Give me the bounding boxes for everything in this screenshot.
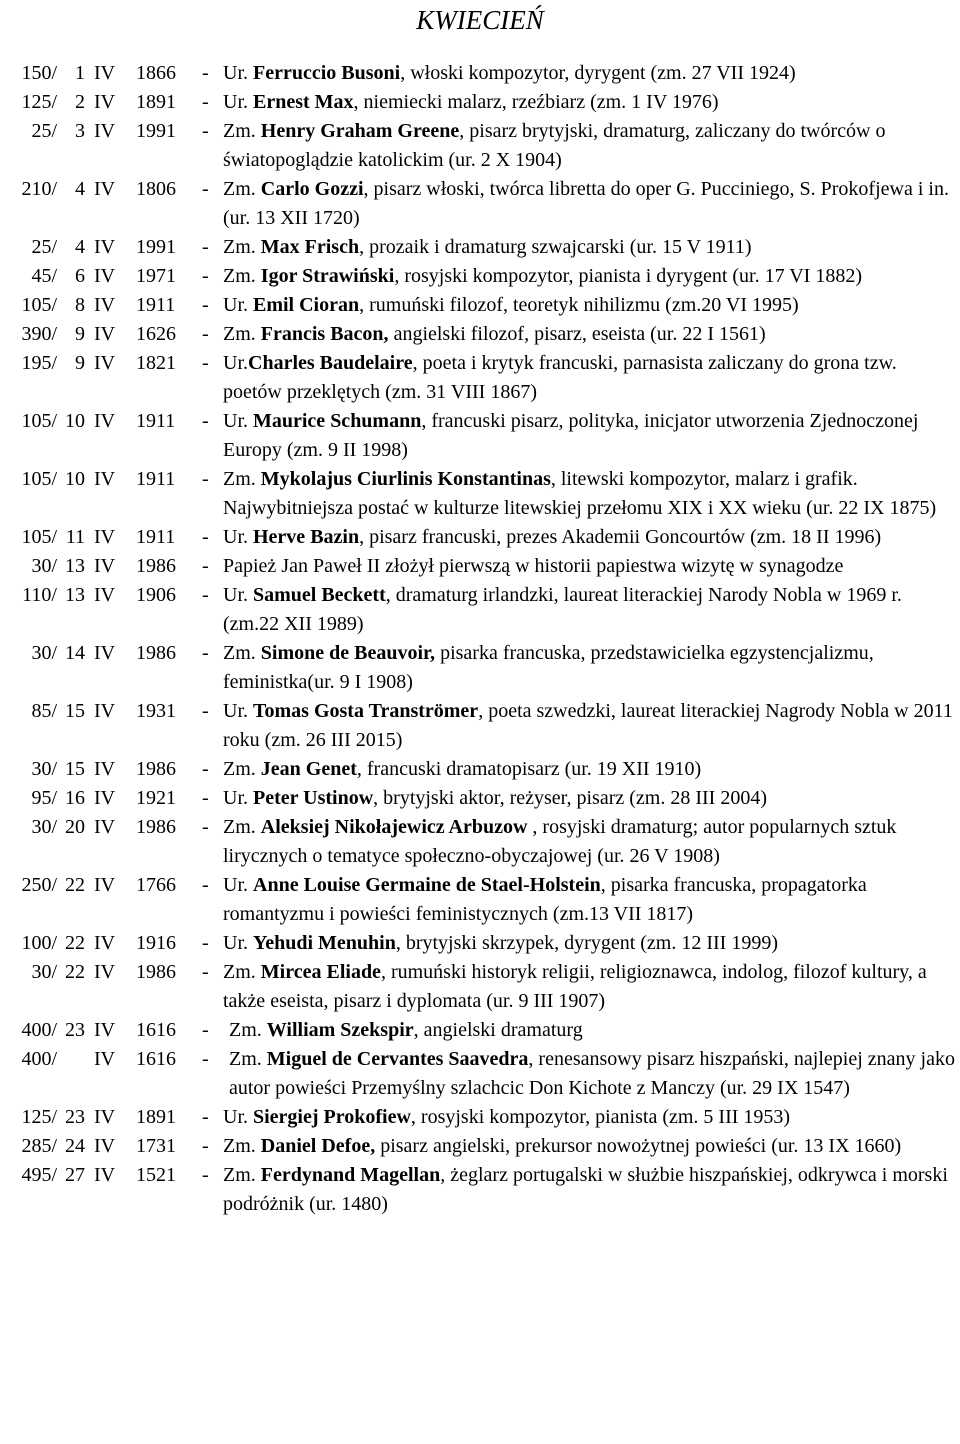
entry-day: 15 <box>65 700 85 722</box>
entry-day: 6 <box>75 265 85 287</box>
entry-person-name: Tomas Gosta Tranströmer <box>253 700 479 722</box>
entry-description: , renesansowy pisarz hiszpański, najlepiej znany jako autor powieści Przemyślny szlachcic Don Kichote z Manczy (ur. 29 IX 1547) <box>229 1048 955 1099</box>
entry-month: IV <box>94 410 116 432</box>
entry-dash: - <box>202 932 209 954</box>
list-item <box>0 349 960 407</box>
entry-prefix: Ur. <box>223 874 253 896</box>
entry-month: IV <box>94 758 116 780</box>
entry-prefix: Ur. <box>223 584 253 606</box>
entry-dash: - <box>202 323 209 345</box>
list-item <box>0 262 960 291</box>
entry-day: 23 <box>65 1019 85 1041</box>
entry-month: IV <box>94 961 116 983</box>
entry-year: 1986 <box>136 642 176 664</box>
entry-day: 2 <box>75 91 85 113</box>
entry-anniversary: 105/ <box>21 294 57 316</box>
entry-prefix: Zm. <box>223 1135 261 1157</box>
list-item <box>0 175 960 233</box>
entry-year: 1626 <box>136 323 176 345</box>
list-item <box>0 523 960 552</box>
entry-person-name: Miguel de Cervantes Saavedra <box>266 1048 529 1070</box>
entry-year: 1986 <box>136 961 176 983</box>
entry-day: 22 <box>65 874 85 896</box>
entry-day: 11 <box>65 526 85 548</box>
entry-person-name: Ernest Max <box>253 91 354 113</box>
entry-person-name: Carlo Gozzi <box>260 178 364 200</box>
list-item <box>0 552 960 581</box>
entry-year: 1986 <box>136 758 176 780</box>
entry-text <box>223 639 956 697</box>
entry-description: , rosyjski dramaturg; autor popularnych sztuk lirycznych o tematyce społeczno-obyczajowej (ur. 26 V 1908) <box>223 816 897 867</box>
entry-text <box>223 407 956 465</box>
entry-person-name: Ferdynand Magellan <box>260 1164 441 1186</box>
entry-year: 1986 <box>136 816 176 838</box>
entry-dash: - <box>202 758 209 780</box>
entry-description: , pisarka francuska, propagatorka romantyzmu i powieści feministycznych (zm.13 VII 1817) <box>223 874 867 925</box>
entry-person-name: Yehudi Menuhin <box>253 932 396 954</box>
entry-text <box>223 813 956 871</box>
entry-anniversary: 30/ <box>31 758 57 780</box>
entry-anniversary: 105/ <box>21 526 57 548</box>
entry-year: 1911 <box>136 468 176 490</box>
entry-person-name: Henry Graham Greene <box>260 120 460 142</box>
entry-month: IV <box>94 1164 116 1186</box>
entry-text <box>223 320 956 349</box>
entry-dash: - <box>202 294 209 316</box>
entry-description: angielski filozof, pisarz, eseista (ur. 22 I 1561) <box>388 323 766 345</box>
entry-dash: - <box>202 1164 209 1186</box>
entry-description: , pisarz włoski, twórca libretta do oper G. Pucciniego, S. Prokofjewa i in.(ur. 13 XII 1720) <box>223 178 949 229</box>
list-item <box>0 1045 960 1103</box>
entry-day: 16 <box>65 787 85 809</box>
entry-person-name: Jean Genet <box>260 758 357 780</box>
entry-dash: - <box>202 1106 209 1128</box>
entry-prefix: Ur. <box>223 787 253 809</box>
entry-month: IV <box>94 236 116 258</box>
entry-day: 10 <box>65 468 85 490</box>
entry-prefix: Zm. <box>229 1019 267 1041</box>
entry-month: IV <box>94 555 116 577</box>
entry-person-name: Francis Bacon, <box>260 323 389 345</box>
entry-month: IV <box>94 62 116 84</box>
entry-description: , poeta szwedzki, laureat literackiej Nagrody Nobla w 2011 roku (zm. 26 III 2015) <box>223 700 953 751</box>
entry-month: IV <box>94 1019 116 1041</box>
entry-text <box>229 1045 956 1103</box>
entry-anniversary: 400/ <box>21 1048 57 1070</box>
list-item <box>0 581 960 639</box>
entry-prefix: Zm. <box>223 236 261 258</box>
entry-year: 1991 <box>136 120 176 142</box>
entry-anniversary: 400/ <box>21 1019 57 1041</box>
entry-person-name: Maurice Schumann <box>253 410 422 432</box>
entry-anniversary: 30/ <box>31 816 57 838</box>
entry-year: 1911 <box>136 410 176 432</box>
entry-prefix: Zm. <box>229 1048 267 1070</box>
entry-text <box>223 784 956 813</box>
entry-prefix: Zm. <box>223 1164 261 1186</box>
entry-anniversary: 210/ <box>21 178 57 200</box>
entry-anniversary: 105/ <box>21 410 57 432</box>
entry-prefix: Ur. <box>223 352 248 374</box>
list-item <box>0 1103 960 1132</box>
entry-person-name: Peter Ustinow <box>253 787 374 809</box>
entry-year: 1891 <box>136 91 176 113</box>
entry-month: IV <box>94 1048 116 1070</box>
entry-month: IV <box>94 526 116 548</box>
entry-prefix: Ur. <box>223 526 253 548</box>
entry-prefix: Zm. <box>223 642 261 664</box>
entry-person-name: Max Frisch <box>260 236 360 258</box>
entry-dash: - <box>202 265 209 287</box>
entry-person-name: Emil Cioran <box>253 294 360 316</box>
entry-description: , brytyjski skrzypek, dyrygent (zm. 12 III 1999) <box>395 932 778 954</box>
entry-month: IV <box>94 265 116 287</box>
entry-year: 1866 <box>136 62 176 84</box>
entry-dash: - <box>202 642 209 664</box>
entry-year: 1921 <box>136 787 176 809</box>
entry-person-name: Aleksiej Nikołajewicz Arbuzow <box>260 816 528 838</box>
entry-day: 10 <box>65 410 85 432</box>
entry-month: IV <box>94 468 116 490</box>
entry-day: 4 <box>75 236 85 258</box>
entry-day: 13 <box>65 584 85 606</box>
entry-dash: - <box>202 91 209 113</box>
entry-description: , angielski dramaturg <box>413 1019 583 1041</box>
entry-day: 20 <box>65 816 85 838</box>
entry-prefix: Ur. <box>223 932 253 954</box>
entry-person-name: Simone de Beauvoir, <box>260 642 436 664</box>
entry-year: 1766 <box>136 874 176 896</box>
entry-person-name: Charles Baudelaire <box>248 352 413 374</box>
entry-description: pisarka francuska, przedstawicielka egzystencjalizmu, feministka(ur. 9 I 1908) <box>223 642 874 693</box>
entry-dash: - <box>202 410 209 432</box>
list-item <box>0 755 960 784</box>
entry-anniversary: 110/ <box>22 584 57 606</box>
entry-dash: - <box>202 787 209 809</box>
list-item <box>0 88 960 117</box>
entry-dash: - <box>202 700 209 722</box>
entry-description: pisarz angielski, prekursor nowożytnej powieści (ur. 13 IX 1660) <box>375 1135 902 1157</box>
entry-day: 9 <box>75 323 85 345</box>
entry-prefix: Zm. <box>223 120 261 142</box>
entry-prefix: Zm. <box>223 468 261 490</box>
entry-person-name: Daniel Defoe, <box>260 1135 376 1157</box>
entry-person-name: Herve Bazin <box>253 526 360 548</box>
list-item <box>0 233 960 262</box>
entry-anniversary: 150/ <box>21 62 57 84</box>
entry-text <box>223 1161 956 1219</box>
entry-dash: - <box>202 584 209 606</box>
entry-prefix: Zm. <box>223 178 261 200</box>
entry-year: 1731 <box>136 1135 176 1157</box>
entry-year: 1986 <box>136 555 176 577</box>
entry-day: 14 <box>65 642 85 664</box>
entry-day: 4 <box>75 178 85 200</box>
entry-description: , prozaik i dramaturg szwajcarski (ur. 15 V 1911) <box>359 236 752 258</box>
entry-description: , rosyjski kompozytor, pianista (zm. 5 III 1953) <box>410 1106 791 1128</box>
entry-person-name: Siergiej Prokofiew <box>253 1106 411 1128</box>
entry-anniversary: 45/ <box>31 265 57 287</box>
entry-prefix: Zm. <box>223 758 261 780</box>
entry-text <box>223 552 956 581</box>
entry-year: 1616 <box>136 1019 176 1041</box>
entry-person-name: Anne Louise Germaine de Stael-Holstein <box>253 874 601 896</box>
entry-description: , brytyjski aktor, reżyser, pisarz (zm. 28 III 2004) <box>373 787 767 809</box>
entry-person-name: Ferruccio Busoni <box>253 62 401 84</box>
entry-year: 1916 <box>136 932 176 954</box>
entry-prefix: Ur. <box>223 410 253 432</box>
entry-description: , litewski kompozytor, malarz i grafik. Najwybitniejsza postać w kulturze litewskiej przełomu XIX i XX wieku (ur. 22 IX 1875) <box>223 468 937 519</box>
entry-dash: - <box>202 1048 209 1070</box>
list-item <box>0 407 960 465</box>
entry-prefix: Ur. <box>223 1106 253 1128</box>
entry-person-name: Mircea Eliade <box>260 961 381 983</box>
entry-anniversary: 495/ <box>21 1164 57 1186</box>
entry-text <box>223 581 956 639</box>
list-item <box>0 117 960 175</box>
entry-dash: - <box>202 120 209 142</box>
entry-text <box>223 59 956 88</box>
entry-description: , pisarz francuski, prezes Akademii Goncourtów (zm. 18 II 1996) <box>359 526 882 548</box>
entry-text <box>223 291 956 320</box>
list-item <box>0 958 960 1016</box>
entry-day: 1 <box>75 62 85 84</box>
entry-anniversary: 195/ <box>21 352 57 374</box>
entry-anniversary: 125/ <box>21 1106 57 1128</box>
entry-anniversary: 285/ <box>21 1135 57 1157</box>
list-item <box>0 59 960 88</box>
entry-prefix: Ur. <box>223 700 253 722</box>
list-item <box>0 813 960 871</box>
entry-month: IV <box>94 584 116 606</box>
entry-person-name: Samuel Beckett <box>253 584 386 606</box>
entry-dash: - <box>202 526 209 548</box>
entry-day: 8 <box>75 294 85 316</box>
entry-day: 22 <box>65 932 85 954</box>
entry-day: 9 <box>75 352 85 374</box>
entry-anniversary: 250/ <box>21 874 57 896</box>
entry-year: 1806 <box>136 178 176 200</box>
entry-dash: - <box>202 178 209 200</box>
entry-year: 1616 <box>136 1048 176 1070</box>
entry-person-name: Mykolajus Ciurlinis Konstantinas <box>260 468 551 490</box>
entry-month: IV <box>94 932 116 954</box>
entry-day: 24 <box>65 1135 85 1157</box>
entry-dash: - <box>202 468 209 490</box>
list-item <box>0 320 960 349</box>
entry-description: , rumuński filozof, teoretyk nihilizmu (zm.20 VI 1995) <box>359 294 799 316</box>
entry-text <box>223 175 956 233</box>
entry-month: IV <box>94 816 116 838</box>
list-item <box>0 1132 960 1161</box>
entry-text <box>223 262 956 291</box>
entry-day: 22 <box>65 961 85 983</box>
entry-prefix: Zm. <box>223 816 261 838</box>
entry-person-name: Igor Strawiński <box>260 265 395 287</box>
entry-text <box>223 929 956 958</box>
entry-description: , pisarz brytyjski, dramaturg, zaliczany do twórców o światopoglądzie katolickim (ur. 2 X 1904) <box>223 120 886 171</box>
list-item <box>0 1016 960 1045</box>
entry-anniversary: 390/ <box>21 323 57 345</box>
entry-description: , francuski dramatopisarz (ur. 19 XII 1910) <box>356 758 702 780</box>
entry-dash: - <box>202 555 209 577</box>
entry-month: IV <box>94 294 116 316</box>
entry-anniversary: 30/ <box>31 555 57 577</box>
entry-prefix: Ur. <box>223 91 253 113</box>
entry-description: , rosyjski kompozytor, pianista i dyrygent (ur. 17 VI 1882) <box>394 265 862 287</box>
entry-year: 1891 <box>136 1106 176 1128</box>
entry-day: 13 <box>65 555 85 577</box>
entry-dash: - <box>202 1019 209 1041</box>
entry-text <box>223 465 956 523</box>
entry-day: 23 <box>65 1106 85 1128</box>
entry-text <box>223 697 956 755</box>
entry-anniversary: 30/ <box>31 642 57 664</box>
entry-dash: - <box>202 352 209 374</box>
entry-dash: - <box>202 62 209 84</box>
entry-month: IV <box>94 352 116 374</box>
list-item <box>0 784 960 813</box>
entry-month: IV <box>94 120 116 142</box>
entry-anniversary: 100/ <box>21 932 57 954</box>
entry-person-name: William Szekspir <box>266 1019 414 1041</box>
entry-text <box>229 1016 956 1045</box>
entry-dash: - <box>202 1135 209 1157</box>
entry-year: 1911 <box>136 526 176 548</box>
entry-year: 1906 <box>136 584 176 606</box>
entry-month: IV <box>94 1135 116 1157</box>
entry-anniversary: 85/ <box>31 700 57 722</box>
entry-anniversary: 95/ <box>31 787 57 809</box>
entry-month: IV <box>94 642 116 664</box>
entry-year: 1931 <box>136 700 176 722</box>
list-item <box>0 1161 960 1219</box>
entry-description: , żeglarz portugalski w służbie hiszpańskiej, odkrywca i morski podróżnik (ur. 1480) <box>223 1164 948 1215</box>
entry-year: 1821 <box>136 352 176 374</box>
entry-anniversary: 125/ <box>21 91 57 113</box>
entry-year: 1521 <box>136 1164 176 1186</box>
list-item <box>0 639 960 697</box>
entry-description: , włoski kompozytor, dyrygent (zm. 27 VII 1924) <box>400 62 796 84</box>
entry-text <box>223 523 956 552</box>
entry-year: 1991 <box>136 236 176 258</box>
list-item <box>0 465 960 523</box>
entry-month: IV <box>94 1106 116 1128</box>
anniversary-list <box>0 59 960 1219</box>
entry-text <box>223 958 956 1016</box>
page-title: KWIECIEŃ <box>416 5 544 35</box>
entry-day: 15 <box>65 758 85 780</box>
list-item <box>0 871 960 929</box>
entry-day: 27 <box>65 1164 85 1186</box>
entry-text <box>223 871 956 929</box>
entry-month: IV <box>94 91 116 113</box>
entry-description: , niemiecki malarz, rzeźbiarz (zm. 1 IV 1976) <box>353 91 719 113</box>
entry-anniversary: 25/ <box>31 120 57 142</box>
entry-text <box>223 88 956 117</box>
list-item <box>0 697 960 755</box>
entry-text <box>223 117 956 175</box>
list-item <box>0 929 960 958</box>
entry-text <box>223 1132 956 1161</box>
entry-day: 3 <box>75 120 85 142</box>
entry-description: , poeta i krytyk francuski, parnasista zaliczany do grona tzw. poetów przeklętych (zm. 31 VIII 1867) <box>223 352 897 403</box>
entry-anniversary: 105/ <box>21 468 57 490</box>
entry-anniversary: 30/ <box>31 961 57 983</box>
entry-description: , dramaturg irlandzki, laureat literackiej Narody Nobla w 1969 r. (zm.22 XII 1989) <box>223 584 902 635</box>
entry-month: IV <box>94 700 116 722</box>
entry-month: IV <box>94 178 116 200</box>
entry-dash: - <box>202 874 209 896</box>
entry-prefix: Zm. <box>223 961 261 983</box>
entry-year: 1911 <box>136 294 176 316</box>
entry-prefix: Zm. <box>223 323 261 345</box>
entry-prefix: Ur. <box>223 62 253 84</box>
entry-dash: - <box>202 816 209 838</box>
entry-dash: - <box>202 961 209 983</box>
entry-prefix: Papież Jan Paweł II złożył pierwszą w historii papiestwa wizytę w synagodze <box>223 555 844 577</box>
entry-text <box>223 755 956 784</box>
entry-text <box>223 349 956 407</box>
entry-dash: - <box>202 236 209 258</box>
entry-year: 1971 <box>136 265 176 287</box>
entry-description: , rumuński historyk religii, religioznawca, indolog, filozof kultury, a także eseista, pisarz i dyplomata (ur. 9 III 1907) <box>223 961 927 1012</box>
entry-text <box>223 1103 956 1132</box>
entry-month: IV <box>94 787 116 809</box>
entry-month: IV <box>94 874 116 896</box>
entry-anniversary: 25/ <box>31 236 57 258</box>
entry-month: IV <box>94 323 116 345</box>
entry-prefix: Zm. <box>223 265 261 287</box>
entry-description: , francuski pisarz, polityka, inicjator utworzenia Zjednoczonej Europy (zm. 9 II 1998) <box>223 410 919 461</box>
entry-prefix: Ur. <box>223 294 253 316</box>
entry-text <box>223 233 956 262</box>
list-item <box>0 291 960 320</box>
